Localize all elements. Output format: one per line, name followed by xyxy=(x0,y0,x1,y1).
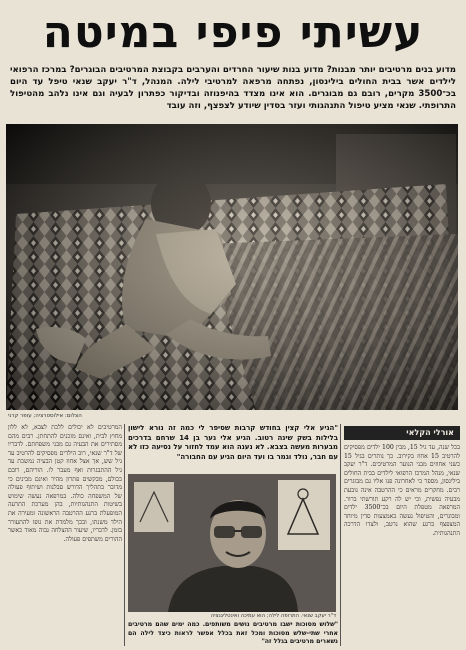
article-column-left: המרטיבים לא יכולים ללכת לצבא, לא ללון מחוץ לבית, ואינם מוכנים להתחתן. רבים מהם מסתירים את הבעיה גם מבני משפחתם. לדבריו של ד"ר שנאי, רוב הילדים מפסיקים להרטיב עד גיל שש, אך אצל אחוז קטן הבעיה נמשכת עד גיל ההתבגרות ואף מעבר לו. הוריהם, רובם ככולם, מבקשים פתרון מהיר ואינם מבינים כי מדובר בתהליך הדורש סבלנות ושיתוף פעולה של המשפחה כולה. במרפאה נעשה שימוש בשיטות התנהגותיות, בהן מערכת התרעה המופעלת ברגע ההרטבה הראשונה ומעירה את הילד משנתו, ובכך מלמדת את גופו להתעורר בזמן. לדבריו, שיעור ההצלחה גבוה מאוד כאשר ההורים משתפים פעולה. xyxy=(8,424,122,543)
article-intro: מדוע בנים מרטיבים יותר מבנות? מדוע בנות שיעור החרדים והערבים בקבוצת המרטיבים הבוגרים? במרכז הרפואי לילדים אשר בבית החולים בילינסון, נפתחה מרפאה למרטיבי לילה. המנהל, ד"ר יעקב שנאי טיפל עד היום בכ־3500 מקרים, רובם גם מבוגרים. הוא אינו מצדד בהיפנוזה ובדיקור כפתרון לבעיה וגם אינו נלהב מהטיפול התרופתי. שנאי מציע טיפול התנהגותי ועזר בסדין שיודע לצפצף, וזה עובד xyxy=(10,65,456,111)
portrait-photo-image xyxy=(128,474,336,612)
main-photo-caption: הצלום: אילוסטרציה; עופר קרני xyxy=(8,413,82,419)
article-column-right: בכל שנה, עד גיל 15, מבין 100 ילדים מפסיקים להרטיב 15 אחוז בקירוב. כך נותרים בגיל 15 כשני אחוזים מבני הנוער המרטיבים. ד"ר יעקב שנאי, מנהל המרכז הרפואי לילדים בבית החולים בילינסון, מספר כי לאחרונה פנו אליו גם מבוגרים רבים. מחקרים מראים כי ההרטבה אינה נובעת מבעיה נפשית, וכי יש לה רקע תורשתי ברור. המרפאה מטפלת היום בכ־3500 ילדים ומבוגרים, והטיפול נעשה באמצעות סדין מיוחד המצפצף ברגע שהוא נרטב, ולצדו הדרכה התנהגותית. xyxy=(344,444,460,537)
pull-quote-top: "הגיע אלי קצין בחודש קרבות שסיפר לי כמה זה נורא לישון בלילות בשק שינה רטוב. הגיע אלי נער בן 14 שרחם בדרכים מבערות מעשה בצבא. לא נענה הוא עמד לחזור על נסיעה כזו לא עם חבר, נולד וגמר בו ועד היום הגיע עם החבורה" xyxy=(128,424,338,461)
portrait-caption: ד"ר יעקב שנאי. התרופה לילה; הוא עמיכה ואינטליגנציה xyxy=(210,613,336,619)
column-divider xyxy=(124,424,125,646)
main-photo xyxy=(6,124,458,410)
main-photo-image xyxy=(6,124,458,410)
portrait-photo xyxy=(128,474,336,612)
column-divider xyxy=(340,424,341,646)
author-byline: אורלי הקלאי xyxy=(344,426,460,440)
pull-quote-bottom: "שלוש מסוכות ישבו מרטיבים נושים משותפים. כמה ימים שהם מרטיבים אחרי שתי-שלש מסוכות ומכל זאת בכלל אפשר לראות כיצד לילה הם נשארים מרטיבים בגלל זה" xyxy=(128,621,338,646)
article-headline: עשיתי פיפי במיטה xyxy=(42,7,424,58)
